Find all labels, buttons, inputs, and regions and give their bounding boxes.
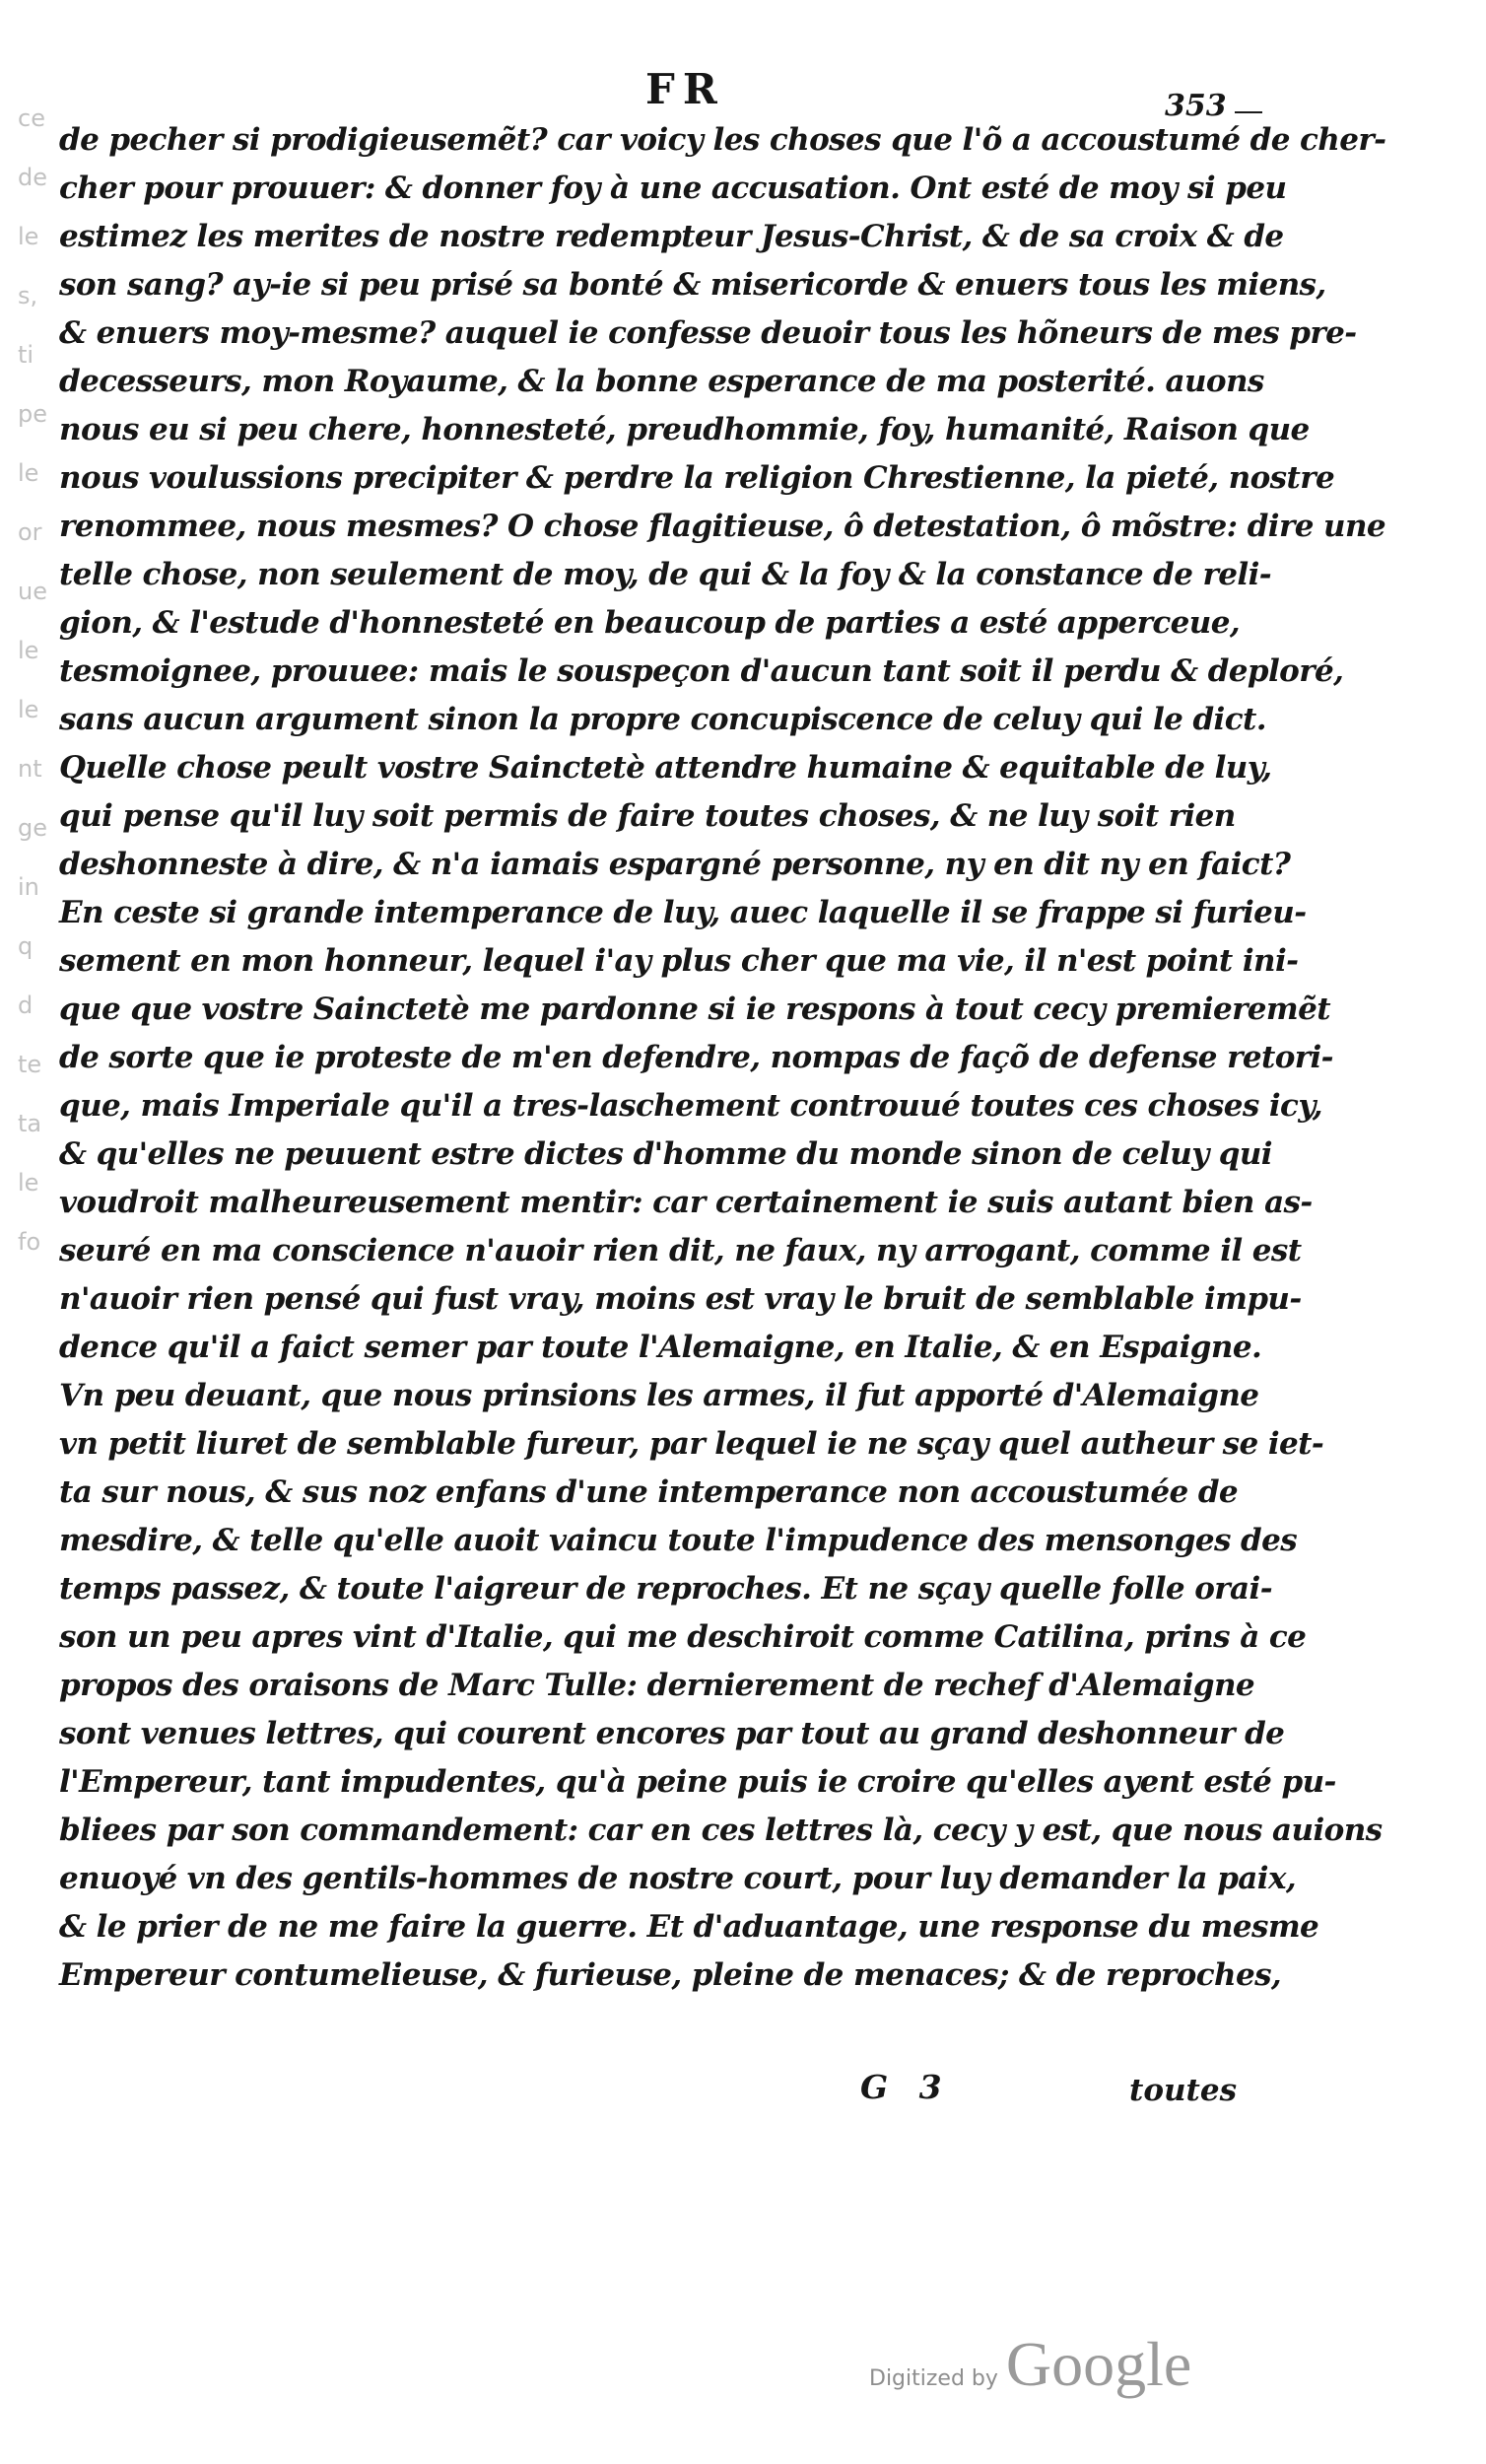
text-line: sont venues lettres, qui courent encores par tout au grand deshonneur de: [59, 1716, 1285, 1751]
text-line: bliees par son commandement: car en ces lettres là, cecy y est, que nous auions: [59, 1813, 1383, 1848]
text-line: nous voulussions precipiter & perdre la religion Chrestienne, la pieté, nostre: [59, 460, 1335, 496]
google-wordmark: Google: [1005, 2329, 1192, 2399]
bleed-mark: s,: [18, 282, 38, 309]
text-line: sement en mon honneur, lequel i'ay plus cher que ma vie, il n'est point ini-: [59, 943, 1299, 979]
bleed-mark: q: [18, 932, 34, 960]
digitized-watermark: [869, 2329, 1192, 2399]
text-line: renommee, nous mesmes? O chose flagitieuse, ô detestation, ô mõstre: dire une: [59, 509, 1386, 544]
text-line: que que vostre Sainctetè me pardonne si ie respons à tout cecy premieremẽt: [59, 992, 1330, 1027]
text-line: Vn peu deuant, que nous prinsions les armes, il fut apporté d'Alemaigne: [59, 1378, 1259, 1413]
text-line: de pecher si prodigieusemẽt? car voicy les choses que l'õ a accoustumé de cher-: [59, 122, 1386, 158]
bleed-mark: nt: [18, 755, 42, 783]
text-line: tesmoignee, prouuee: mais le souspeçon d'aucun tant soit il perdu & deploré,: [59, 653, 1344, 689]
signature-mark: G 3: [860, 2068, 952, 2106]
page-header-mark: FR: [645, 65, 725, 113]
text-line: son sang? ay-ie si peu prisé sa bonté & misericorde & enuers tous les miens,: [59, 267, 1326, 303]
text-line: En ceste si grande intemperance de luy, auec laquelle il se frappe si furieu-: [59, 895, 1307, 930]
bleed-mark: ta: [18, 1110, 42, 1137]
bleed-mark: d: [18, 992, 34, 1019]
text-line: sans aucun argument sinon la propre concupiscence de celuy qui le dict.: [59, 702, 1266, 737]
bleed-mark: ue: [18, 578, 47, 605]
bleed-mark: le: [18, 1169, 39, 1197]
text-line: son un peu apres vint d'Italie, qui me deschiroit comme Catilina, prins à ce: [59, 1619, 1307, 1655]
text-line: estimez les merites de nostre redempteur Jesus-Christ, & de sa croix & de: [59, 219, 1284, 254]
page-number: 353: [1165, 89, 1227, 123]
bleed-mark: pe: [18, 400, 47, 428]
text-line: Empereur contumelieuse, & furieuse, pleine de menaces; & de reproches,: [59, 1957, 1282, 1993]
bleed-mark: le: [18, 637, 39, 664]
bleed-mark: le: [18, 696, 39, 723]
text-line: n'auoir rien pensé qui fust vray, moins est vray le bruit de semblable impu-: [59, 1281, 1302, 1317]
text-line: & le prier de ne me faire la guerre. Et d'aduantage, une response du mesme: [59, 1909, 1319, 1945]
text-line: de sorte que ie proteste de m'en defendre, nompas de façõ de defense retori-: [59, 1040, 1333, 1075]
left-margin-bleed: [0, 89, 59, 2060]
text-line: voudroit malheureusement mentir: car certainement ie suis autant bien as-: [59, 1185, 1313, 1220]
bleed-mark: ce: [18, 104, 45, 132]
text-line: ta sur nous, & sus noz enfans d'une intemperance non accoustumée de: [59, 1474, 1239, 1510]
text-line: temps passez, & toute l'aigreur de reproches. Et ne sçay quelle folle orai-: [59, 1571, 1272, 1607]
text-line: decesseurs, mon Royaume, & la bonne esperance de ma posterité. auons: [59, 364, 1264, 399]
text-line: qui pense qu'il luy soit permis de faire toutes choses, & ne luy soit rien: [59, 798, 1236, 834]
text-line: dence qu'il a faict semer par toute l'Alemaigne, en Italie, & en Espaigne.: [59, 1330, 1262, 1365]
text-line: & qu'elles ne peuuent estre dictes d'homme du monde sinon de celuy qui: [59, 1136, 1272, 1172]
text-line: deshonneste à dire, & n'a iamais espargné personne, ny en dit ny en faict?: [59, 847, 1291, 882]
bleed-mark: ge: [18, 814, 47, 842]
header-dash: [1235, 111, 1262, 113]
text-line: mesdire, & telle qu'elle auoit vaincu toute l'impudence des mensonges des: [59, 1523, 1298, 1558]
text-line: cher pour prouuer: & donner foy à une accusation. Ont esté de moy si peu: [59, 171, 1287, 206]
text-line: & enuers moy-mesme? auquel ie confesse deuoir tous les hõneurs de mes pre-: [59, 315, 1357, 351]
bleed-mark: ti: [18, 341, 34, 369]
text-line: l'Empereur, tant impudentes, qu'à peine puis ie croire qu'elles ayent esté pu-: [59, 1764, 1336, 1800]
text-line: telle chose, non seulement de moy, de qui & la foy & la constance de reli-: [59, 557, 1272, 592]
text-line: Quelle chose peult vostre Sainctetè attendre humaine & equitable de luy,: [59, 750, 1272, 786]
digitized-prefix: Digitized by: [869, 2366, 998, 2391]
bleed-mark: or: [18, 518, 42, 546]
bleed-mark: le: [18, 459, 39, 487]
bleed-mark: te: [18, 1051, 42, 1078]
text-line: vn petit liuret de semblable fureur, par lequel ie ne sçay quel autheur se iet-: [59, 1426, 1324, 1462]
bleed-mark: in: [18, 873, 39, 901]
bleed-mark: de: [18, 164, 47, 191]
text-line: enuoyé vn des gentils-hommes de nostre court, pour luy demander la paix,: [59, 1861, 1297, 1896]
body-text: [59, 116, 1386, 2000]
text-line: gion, & l'estude d'honnesteté en beaucoup de parties a esté apperceue,: [59, 605, 1241, 641]
text-line: seuré en ma conscience n'auoir rien dit, ne faux, ny arrogant, comme il est: [59, 1233, 1302, 1268]
bleed-mark: fo: [18, 1228, 41, 1256]
catchword: toutes: [1129, 2073, 1238, 2108]
text-line: nous eu si peu chere, honnesteté, preudhommie, foy, humanité, Raison que: [59, 412, 1310, 447]
text-line: propos des oraisons de Marc Tulle: dernierement de rechef d'Alemaigne: [59, 1668, 1255, 1703]
bleed-mark: le: [18, 223, 39, 250]
text-line: que, mais Imperiale qu'il a tres-laschement controuué toutes ces choses icy,: [59, 1088, 1322, 1124]
